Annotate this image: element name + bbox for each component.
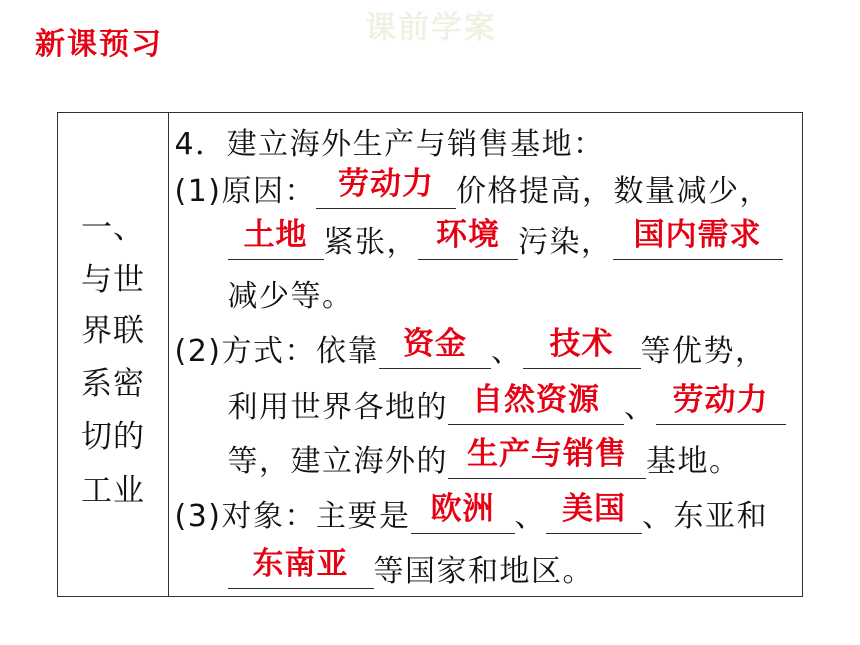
line-text: 、 [514,499,546,534]
content-line-target [174,491,769,537]
line-text: 、东亚和 [642,499,768,534]
content-line [228,217,783,263]
topic-label-line: 切的 [81,419,145,455]
line-text: 等，建立海外的 [227,444,448,479]
answer-text: 劳动力 [672,382,769,418]
section-title: 新课预习 [35,27,163,62]
line-text: 4．建立海外生产与销售基地： [174,127,605,162]
line-text: 、 [624,390,656,425]
answer-text: 东南亚 [252,546,349,582]
topic-label-line: 界联 [81,313,145,349]
line-text: 等优势， [640,334,767,369]
content-line-reason [174,166,772,212]
line-text: 利用世界各地的 [227,390,448,425]
answer-blank [613,217,783,260]
answer-text: 土地 [243,217,308,253]
answer-text: 环境 [436,217,500,253]
line-text: 减少等。 [227,279,354,314]
line-text: (1)原因： [174,174,316,209]
answer-text: 技术 [549,326,614,362]
topic-label-line: 系密 [81,366,145,402]
answer-text: 美国 [562,491,626,527]
answer-blank [411,491,515,534]
answer-text: 国内需求 [633,217,762,253]
watermark-title: 课前学案 [365,10,497,46]
answer-blank [316,166,456,209]
content-line [227,436,741,482]
answer-text: 生产与销售 [467,436,627,472]
answer-blank [448,436,646,479]
content-line-method [174,326,767,372]
line-text: 价格提高，数量减少， [456,174,771,209]
line-text: (3)对象：主要是 [174,499,411,534]
answer-blank [228,546,374,589]
answer-blank [448,382,624,425]
topic-label-line: 一、 [81,210,145,246]
topic-label-line: 工业 [81,473,145,509]
line-text: 紧张， [323,225,418,260]
line-text: (2)方式：依靠 [174,334,379,369]
line-text: 等国家和地区。 [373,554,594,589]
answer-text: 欧洲 [430,491,495,527]
line-text: 污染， [518,225,613,260]
line-text: 基地。 [646,444,741,479]
answer-text: 自然资源 [472,382,600,418]
topic-cell [58,113,169,596]
topic-label-line: 与世 [81,262,145,298]
answer-text: 劳动力 [338,166,434,202]
answer-blank [546,491,642,534]
answer-text: 资金 [403,326,467,362]
line-text: 、 [491,334,523,369]
answer-blank [418,217,518,260]
answer-blank [228,217,324,260]
content-line [228,277,354,317]
answer-blank [656,382,786,425]
preview-table [57,112,803,597]
content-line [228,546,595,592]
content-line [227,382,786,428]
content-cell [170,113,803,596]
answer-blank [379,326,491,369]
answer-blank [523,326,641,369]
content-line-heading [175,125,605,165]
